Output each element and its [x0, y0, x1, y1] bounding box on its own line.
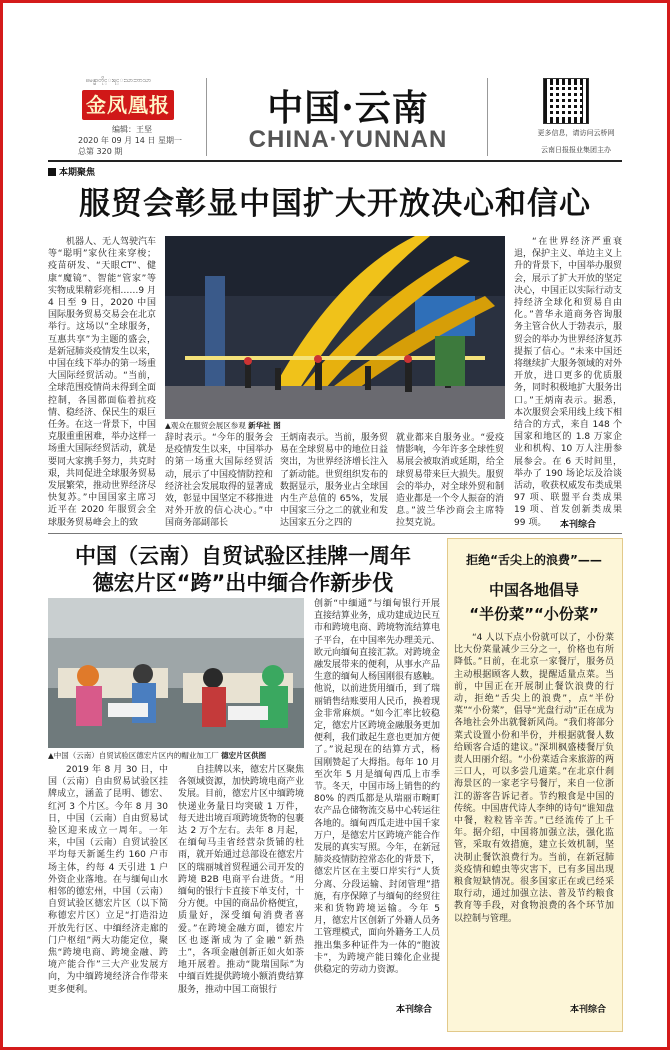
masthead-title-cn: 中国·云南 [267, 87, 429, 129]
qr-caption: 更多信息，请访问云桥网 [537, 129, 615, 137]
masthead-divider-right [487, 78, 488, 156]
story2-column-1: 2019 年 8 月 30 日，中国（云南）自由贸易试验区挂牌成立，涵盖了昆明、德宏、红河 3 个片区。今年 8 月 30 日，中国（云南）自由贸易试验区迎来成立一周年。一年来，中国（云南）自贸试验区平均每天新诞生约 160 户市场主体，约每 4 天引进 1 户外资企业落地。在与缅甸山水相邻的德宏州，中国（云南）自贸试验区德宏片区（以下简称德宏片区）立足“打造沿边开放先行区、中缅经济走廊的门户枢纽”两大功能定位，聚焦“跨境电商、跨境金融、跨境产能合作”三大产业发展方向，为中缅跨境经济合作带来更多便利。 [48, 765, 168, 995]
issue-number: 总第 320 期 [78, 147, 123, 156]
lead-column-4: 就业都来自服务业。“爱疫情影响，今年许多全球性贸易展会被取消或延期，给全球贸易带来巨大损失。服贸会的举办，对全球外贸和制造业都是一个令人振奋的消息。”波兰华沙商会主席特拉契克说。 [396, 433, 505, 529]
lead-column-2: 辞时表示。“今年的服务会是疫情发生以来，中国举办的第一场重大国际经贸活动，展示了中国疫情防控和经济社会发展取得的显著成效，彰显中国坚定不移推进对外开放的信心决心。”中国商务部副部长 [165, 433, 274, 529]
story2-headline-1: 中国（云南）自贸试验区挂牌一周年 [75, 544, 411, 568]
story2-photo-caption [48, 750, 308, 761]
newspaper-logo: 金凤凰报 [82, 90, 174, 120]
story2-signature: 本刊综合 [396, 1005, 433, 1015]
story2-photo-caption-text: ▲中国（云南）自贸试验区德宏片区内的帽业加工厂 [48, 751, 219, 760]
story2-column-3: 创新“中缅通”与缅甸银行开展直接结算业务，成功建成边民互市和跨境电商、跨境物流结算电子平台，在中国率先办理美元、欧元向缅甸直接汇款。对跨境金融发展带来的便利，从事水产品生意的缅甸人杨国刚很有感触。他说，以前进货用缅币，到了瑞丽销售结账要用人民币，换着现金非常麻烦。“如今汇率比较稳定，德宏片区跨境金融服务更加便利，我们敢起生意也更加方便了。”说起现在的结算方式，杨国刚赞起了大拇指。每年 10 月至次年 5 月是缅甸西瓜上市季节。冬天，中国市场上销售的约 80% 的西瓜都是从瑞丽市畹町农产品仓储物流交易中心转运往各地的。缅甸西瓜走进中国千家万户，是德宏片区跨境产能合作发展的真实写照。今年，在新冠肺炎疫情防控常态化的背景下，德宏片区在主要口岸实行“人货分离、分段运输、封闭管理”措施，有序保障了与缅甸的经贸往来和货物跨境运输。今年 5 月，德宏片区创新了外籍人员务工管理模式，面向外籍务工人员推出集多种证件为一体的“胞波卡”，为跨境产能日臻化企业提供稳定的劳动力资源。 [314, 599, 441, 976]
qr-code-icon[interactable] [543, 78, 589, 124]
lead-column-3: 王炳南表示。当前，服务贸易在全球贸易中的地位日益突出，为世界经济增长注入了新动能。世贸组织发布的数据显示，服务业占全球国内生产总值的 65%，发展中国家三分之二的就业和发达国家五分之四的 [280, 433, 389, 529]
lead-signature: 本刊综合 [560, 520, 597, 530]
masthead-rule [48, 160, 622, 162]
publisher-line: 云南日报报业集团主办 [541, 146, 611, 154]
story2-headline-2: 德宏片区“跨”出中缅合作新步伐 [92, 571, 394, 595]
lead-column-1: 机器人、无人驾驶汽车等“聪明”家伙往来穿梭；疫苗研发、“天眼CT”、健康“魔镜”、智能“管家”等实物成果精彩亮相……9 月 4 日至 9 日，2020 中国国际服务贸易交易会在北京举行。这场以“全球服务，互惠共享”为主题的盛会，是新冠肺炎疫情发生以来，中国在线下举办的第一场重大国际经贸活动。“当前，全球范围疫情尚未得到全面控制，各国都面临着抗疫情、稳经济、保民生的艰巨任务。在这一背景下，中国克服重重困难，举办这样一场重大国际经贸活动，就是要同大家携手努力，共克时艰，共同促进全球服务贸易发展繁荣，推动世界经济尽快复苏。”中国国家主席习近平在 2020 年服贸会全球服务贸易峰会上的致 [48, 237, 157, 528]
dateline [78, 135, 182, 157]
lead-photo-caption [165, 420, 505, 431]
sidebar-title-3: “半份菜”“小份菜” [469, 605, 599, 623]
lead-photo-credit: 新华社 图 [248, 421, 281, 430]
masthead-divider-left [206, 78, 207, 156]
story2-column-2: 自挂牌以来，德宏片区聚焦各领域资源，加快跨境电商产业发展。目前，德宏片区中缅跨境快递业务量日均突破 1 万件，每天进出境百项跨境货物的包裹达 2 万个左右。去年 8 月起，在缅甸马圭省经营杂货铺的杜雨，就开始通过总部设在德宏片区的瑞丽城首贸程通公司开发的跨境 B2B 电商平台进货。“用缅甸的银行卡直接下单支付，十分方便。中国的商品价格便宜，质量好，深受缅甸消费者喜爱。”在跨境金融方面，德宏片区也逐渐成为了金融“新热土”，各项金融创新正如火如荼地开展着。推动“陇瑞国际”为中缅百姓提供跨境小额消费结算服务，推动中国工商银行 [178, 765, 305, 995]
story2-photo [48, 598, 304, 748]
sidebar-title-2: 中国各地倡导 [488, 581, 579, 599]
story2-photo-credit: 德宏片区供图 [221, 751, 267, 760]
sidebar-signature: 本刊综合 [570, 1005, 607, 1015]
editor-line: 编辑：王坚 [112, 125, 152, 134]
masthead-title-en: CHINA·YUNNAN [248, 126, 448, 153]
lead-photo-caption-text: ▲观众在服贸会展区参观 [165, 421, 246, 430]
sidebar-title-1: 拒绝“舌尖上的浪费”—— [466, 553, 602, 567]
section-label-text: 本期聚焦 [59, 168, 96, 178]
lead-column-5: “在世界经济严重衰退，保护主义、单边主义上升的背景下，中国举办服贸会，展示了扩大开放的坚定决心，中国正以实际行动支持经济全球化和贸易自由化。”普华永道商务咨询服务主管合伙人于勃表示，服贸会的举办为世界经济复苏提振了信心。“未来中国还将继续扩大服务领域的对外开放，进口更多的优质服务，同时积极地扩大服务出口。”王炳南表示。据悉，本次服贸会采用线上线下相结合的方式，来自 148 个国家和地区的 1.8 万家企业和机构、10 万人注册参展参会。在 6 天时间里，举办了 190 场论坛及洽谈活动，收获权威发布类成果 97 项、联盟平台类成果 19 项、首发创新类成果 99 项。 [514, 237, 623, 528]
logo-subtitle: ၿမန္မာတိုင္းရင္းသားဘာသာ [86, 77, 152, 84]
lead-headline: 服贸会彰显中国扩大开放决心和信心 [79, 186, 591, 222]
sidebar-body: “4 人以下点小份就可以了，小份菜比大份菜量减少三分之一，价格也有所降低。”日前，在北京一家餐厅，服务员主动根据顾客人数，提醒适量点菜。当前，中国正在开展制止餐饮浪费的行动，拒绝“舌尖上的浪费”，点“半份菜”“小份菜”，倡导“光盘行动”正在成为各地社会外出就餐新风尚。“我们将部分菜式设置小份和半份，并根据就餐人数给顾客合适的建议。”深圳枫盛楼餐厅负责人田丽介绍。“小份菜适合来旅游的两三口人，可以多尝几道菜。”在北京什刹海景区的一家老字号餐厅，来自一位浙江的游客告诉记者。节约粮食是中国的传统。中国唐代诗人李绅的诗句“谁知盘中餐，粒粒皆辛苦。”已经流传了上千年。据介绍，中国将加强立法，强化监管，采取有效措施，建立长效机制，坚决制止餐饮浪费行为。当前，在新冠肺炎疫情和蝗虫等灾害下，已有多国出现粮食短缺情况。很多国家正在或已经采取行动，通过加强立法、普及节约粮食教育等手段，对食物浪费的各个环节加以控制与管理。 [454, 633, 614, 924]
lead-photo [165, 236, 505, 419]
issue-date: 2020 年 09 月 14 日 星期一 [78, 136, 182, 145]
story-divider [48, 533, 622, 534]
section-label [48, 165, 95, 178]
